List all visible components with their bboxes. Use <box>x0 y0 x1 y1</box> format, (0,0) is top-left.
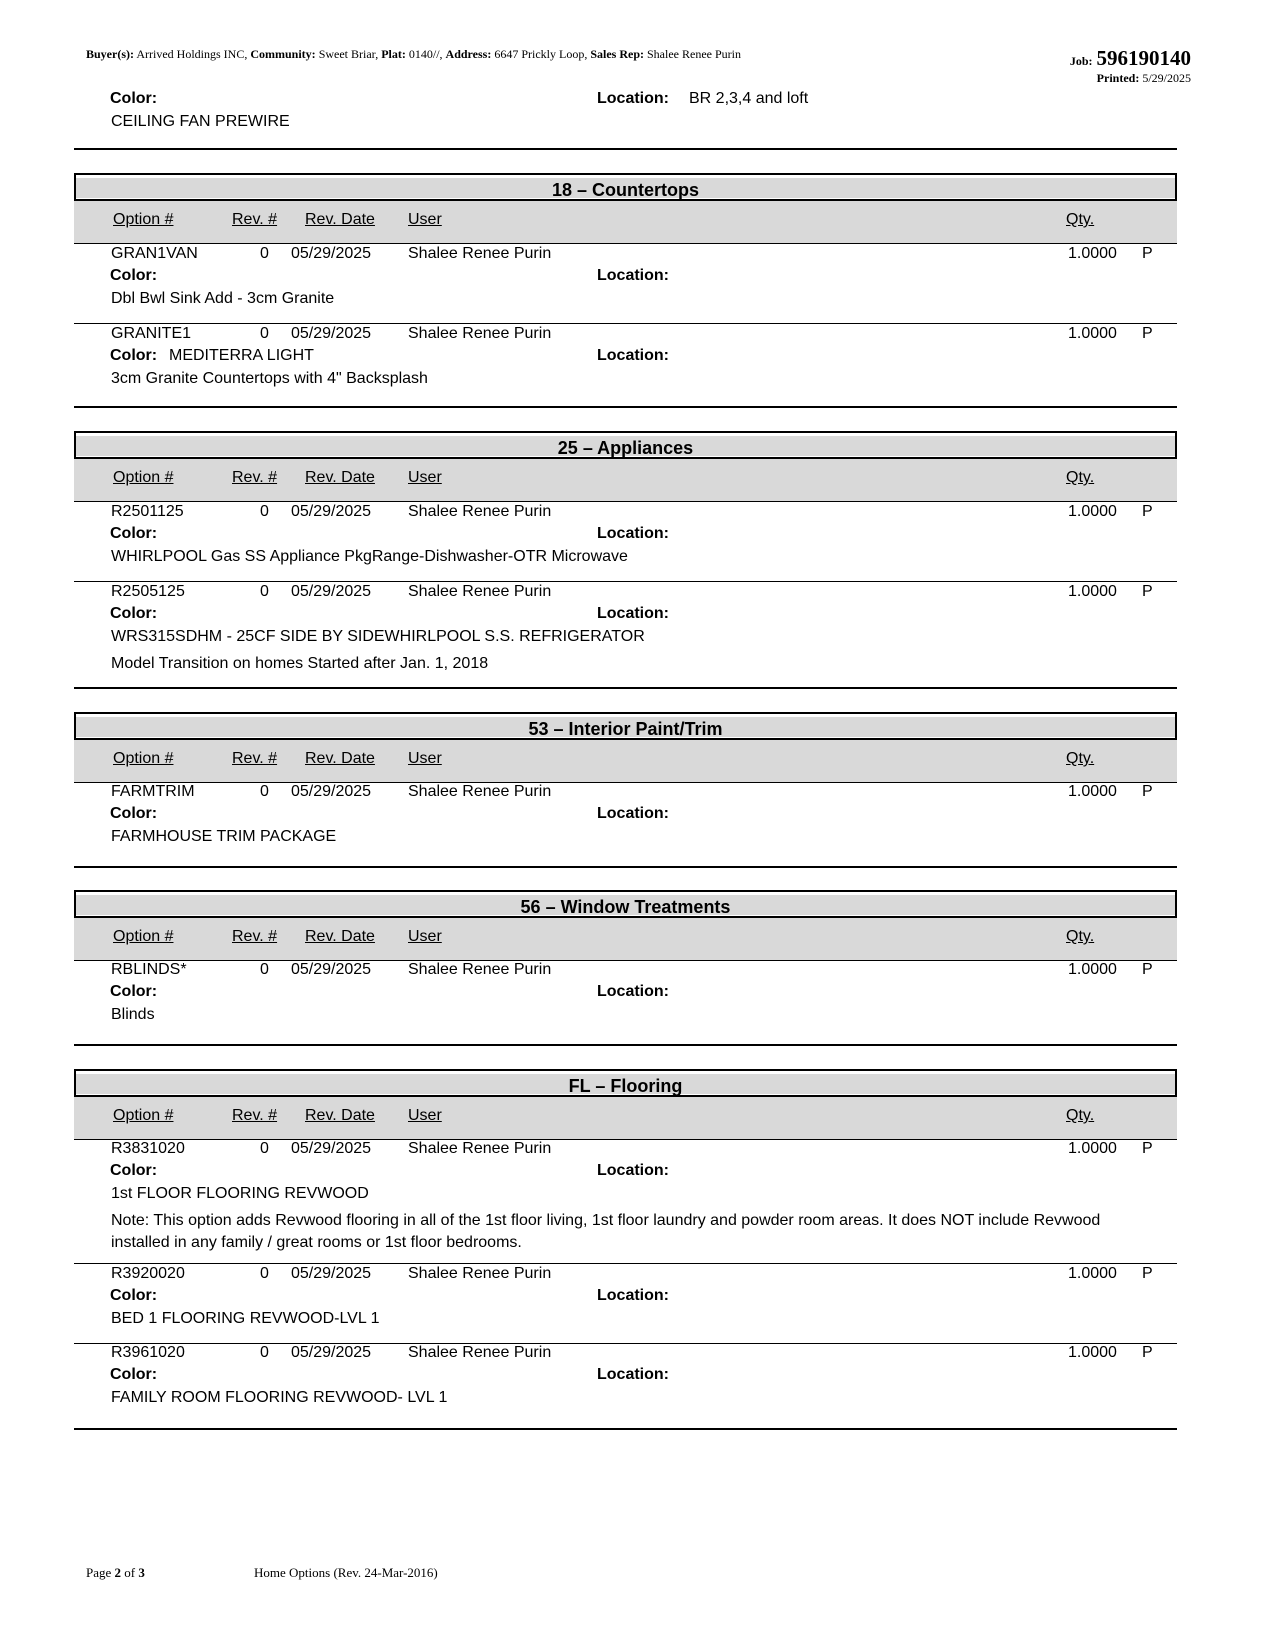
section-title: 53 – Interior Paint/Trim <box>74 712 1177 740</box>
revision-date: 05/29/2025 <box>291 583 372 600</box>
column-user: User <box>408 469 442 486</box>
user-name: Shalee Renee Purin <box>408 1265 552 1282</box>
sales-rep-label: Sales Rep: <box>590 47 644 61</box>
color-value: MEDITERRA LIGHT <box>169 347 314 364</box>
column-rev-date: Rev. Date <box>305 928 375 945</box>
revision-number: 0 <box>260 783 269 800</box>
quantity: 1.0000 <box>1068 583 1117 600</box>
status-flag: P <box>1142 1140 1153 1157</box>
user-name: Shalee Renee Purin <box>408 1140 552 1157</box>
job-label: Job: <box>1069 54 1093 68</box>
option-description: WRS315SDHM - 25CF SIDE BY SIDEWHIRLPOOL S.S. REFRIGERATOR <box>111 628 645 645</box>
revision-date: 05/29/2025 <box>291 961 372 978</box>
column-option: Option # <box>113 1107 174 1124</box>
revision-date: 05/29/2025 <box>291 1344 372 1361</box>
option-description: WHIRLPOOL Gas SS Appliance PkgRange-Dishwasher-OTR Microwave <box>111 548 628 565</box>
column-header-row <box>74 459 1177 502</box>
section-title: 25 – Appliances <box>74 431 1177 459</box>
status-flag: P <box>1142 503 1153 520</box>
quantity: 1.0000 <box>1068 325 1117 342</box>
option-description: Dbl Bwl Sink Add - 3cm Granite <box>111 290 335 307</box>
status-flag: P <box>1142 245 1153 262</box>
option-number: GRANITE1 <box>111 325 192 342</box>
option-number: RBLINDS* <box>111 961 187 978</box>
status-flag: P <box>1142 325 1153 342</box>
column-rev-date: Rev. Date <box>305 1107 375 1124</box>
option-number: R2505125 <box>111 583 185 600</box>
revision-number: 0 <box>260 1344 269 1361</box>
revision-number: 0 <box>260 245 269 262</box>
revision-number: 0 <box>260 583 269 600</box>
carry-location-label: Location: <box>597 90 669 107</box>
column-header-row <box>74 918 1177 961</box>
user-name: Shalee Renee Purin <box>408 325 552 342</box>
plat-value: 0140//, <box>408 47 443 61</box>
revision-date: 05/29/2025 <box>291 783 372 800</box>
revision-number: 0 <box>260 961 269 978</box>
page-number <box>86 1565 145 1581</box>
column-rev: Rev. # <box>232 928 278 945</box>
section-title: 18 – Countertops <box>74 173 1177 201</box>
column-header-row <box>74 1097 1177 1140</box>
location-label: Location: <box>597 525 669 542</box>
item-divider <box>74 581 1177 582</box>
option-note: Model Transition on homes Started after Jan. 1, 2018 <box>111 655 489 672</box>
item-divider <box>74 323 1177 324</box>
column-qty: Qty. <box>1066 1107 1095 1124</box>
option-number: FARMTRIM <box>111 783 195 800</box>
option-number: GRAN1VAN <box>111 245 198 262</box>
buyers-label: Buyer(s): <box>86 47 134 61</box>
status-flag: P <box>1142 583 1153 600</box>
section-divider <box>74 687 1177 689</box>
status-flag: P <box>1142 1344 1153 1361</box>
column-rev-date: Rev. Date <box>305 211 375 228</box>
color-label: Color: <box>110 1162 158 1179</box>
revision-date: 05/29/2025 <box>291 325 372 342</box>
section-divider <box>74 866 1177 868</box>
divider <box>74 148 1177 150</box>
column-rev: Rev. # <box>232 211 278 228</box>
option-number: R3920020 <box>111 1265 185 1282</box>
page-total: 3 <box>138 1565 145 1580</box>
status-flag: P <box>1142 783 1153 800</box>
quantity: 1.0000 <box>1068 245 1117 262</box>
option-number: R2501125 <box>111 503 184 520</box>
section-4 <box>74 1069 1177 1140</box>
header-info-line <box>86 47 741 62</box>
color-label: Color: <box>110 1366 158 1383</box>
quantity: 1.0000 <box>1068 1140 1117 1157</box>
location-label: Location: <box>597 605 669 622</box>
item-divider <box>74 1343 1177 1344</box>
color-label: Color: <box>110 347 158 364</box>
status-flag: P <box>1142 961 1153 978</box>
revision-number: 0 <box>260 503 269 520</box>
color-label: Color: <box>110 983 158 1000</box>
user-name: Shalee Renee Purin <box>408 503 552 520</box>
section-divider <box>74 1044 1177 1046</box>
revision-date: 05/29/2025 <box>291 503 372 520</box>
column-qty: Qty. <box>1066 469 1095 486</box>
column-option: Option # <box>113 928 174 945</box>
column-option: Option # <box>113 469 174 486</box>
quantity: 1.0000 <box>1068 1344 1117 1361</box>
job-number-block <box>1070 46 1191 71</box>
carry-color-label: Color: <box>110 90 158 107</box>
location-label: Location: <box>597 805 669 822</box>
column-user: User <box>408 1107 442 1124</box>
sales-rep-value: Shalee Renee Purin <box>647 47 741 61</box>
user-name: Shalee Renee Purin <box>408 583 552 600</box>
quantity: 1.0000 <box>1068 1265 1117 1282</box>
community-label: Community: <box>250 47 316 61</box>
section-0 <box>74 173 1177 244</box>
option-description: BED 1 FLOORING REVWOOD-LVL 1 <box>111 1310 380 1327</box>
revision-number: 0 <box>260 1265 269 1282</box>
job-number: 596190140 <box>1096 46 1191 70</box>
column-header-row <box>74 201 1177 244</box>
section-divider <box>74 1428 1177 1430</box>
carry-location-value: BR 2,3,4 and loft <box>689 90 809 107</box>
location-label: Location: <box>597 1287 669 1304</box>
option-description: FARMHOUSE TRIM PACKAGE <box>111 828 337 845</box>
option-description: FAMILY ROOM FLOORING REVWOOD- LVL 1 <box>111 1389 448 1406</box>
column-rev: Rev. # <box>232 1107 278 1124</box>
page-of: of <box>124 1565 136 1580</box>
color-label: Color: <box>110 1287 158 1304</box>
quantity: 1.0000 <box>1068 503 1117 520</box>
section-divider <box>74 406 1177 408</box>
revision-date: 05/29/2025 <box>291 1265 372 1282</box>
quantity: 1.0000 <box>1068 961 1117 978</box>
section-2 <box>74 712 1177 783</box>
column-rev-date: Rev. Date <box>305 469 375 486</box>
user-name: Shalee Renee Purin <box>408 783 552 800</box>
carry-description: CEILING FAN PREWIRE <box>111 113 290 130</box>
column-rev: Rev. # <box>232 469 278 486</box>
revision-number: 0 <box>260 325 269 342</box>
plat-label: Plat: <box>381 47 406 61</box>
location-label: Location: <box>597 347 669 364</box>
section-1 <box>74 431 1177 502</box>
column-option: Option # <box>113 211 174 228</box>
option-description: Blinds <box>111 1006 155 1023</box>
column-header-row <box>74 740 1177 783</box>
address-label: Address: <box>445 47 492 61</box>
section-title: 56 – Window Treatments <box>74 890 1177 918</box>
address-value: 6647 Prickly Loop, <box>494 47 588 61</box>
form-name: Home Options (Rev. 24-Mar-2016) <box>254 1565 438 1580</box>
option-description: 3cm Granite Countertops with 4" Backsplash <box>111 370 428 387</box>
location-label: Location: <box>597 1162 669 1179</box>
option-number: R3831020 <box>111 1140 185 1157</box>
column-user: User <box>408 750 442 767</box>
color-label: Color: <box>110 267 158 284</box>
revision-number: 0 <box>260 1140 269 1157</box>
column-user: User <box>408 211 442 228</box>
printed-date: 5/29/2025 <box>1142 71 1191 85</box>
printed-block <box>1097 71 1191 86</box>
column-qty: Qty. <box>1066 750 1095 767</box>
quantity: 1.0000 <box>1068 783 1117 800</box>
page-label: Page <box>86 1565 112 1580</box>
printed-label: Printed: <box>1096 71 1140 85</box>
color-label: Color: <box>110 605 158 622</box>
option-description: 1st FLOOR FLOORING REVWOOD <box>111 1185 369 1202</box>
user-name: Shalee Renee Purin <box>408 961 552 978</box>
color-label: Color: <box>110 805 158 822</box>
column-rev-date: Rev. Date <box>305 750 375 767</box>
user-name: Shalee Renee Purin <box>408 245 552 262</box>
column-qty: Qty. <box>1066 928 1095 945</box>
column-user: User <box>408 928 442 945</box>
buyers-value: Arrived Holdings INC, <box>136 47 248 61</box>
column-option: Option # <box>113 750 174 767</box>
revision-date: 05/29/2025 <box>291 1140 372 1157</box>
page-current: 2 <box>114 1565 122 1580</box>
color-label: Color: <box>110 525 158 542</box>
location-label: Location: <box>597 267 669 284</box>
column-rev: Rev. # <box>232 750 278 767</box>
option-note: Note: This option adds Revwood flooring in all of the 1st floor living, 1st floor laundry and powder room areas. It does NOT include Revwood installed in any family / great rooms or 1st floor bedrooms. <box>111 1212 1101 1251</box>
location-label: Location: <box>597 983 669 1000</box>
section-3 <box>74 890 1177 961</box>
option-number: R3961020 <box>111 1344 185 1361</box>
column-qty: Qty. <box>1066 211 1095 228</box>
status-flag: P <box>1142 1265 1153 1282</box>
revision-date: 05/29/2025 <box>291 245 372 262</box>
user-name: Shalee Renee Purin <box>408 1344 552 1361</box>
location-label: Location: <box>597 1366 669 1383</box>
item-divider <box>74 1263 1177 1264</box>
section-title: FL – Flooring <box>74 1069 1177 1097</box>
community-value: Sweet Briar, <box>318 47 379 61</box>
